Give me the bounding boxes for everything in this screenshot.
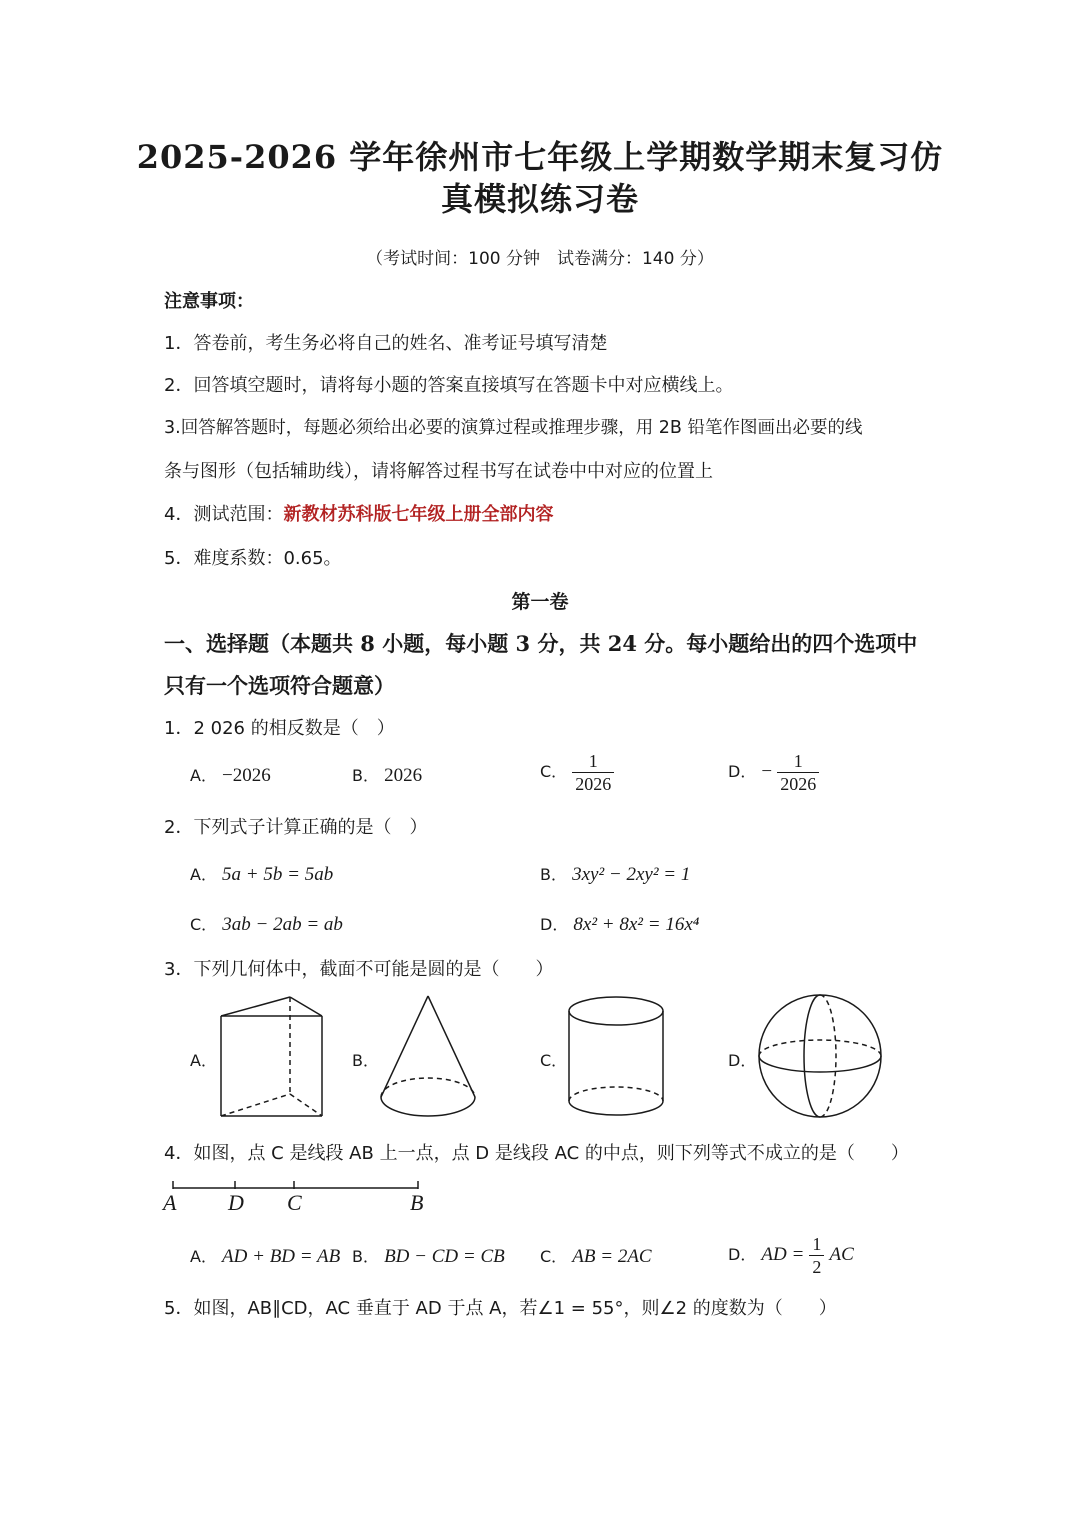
note-item-2: 2．回答填空题时，请将每小题的答案直接填写在答题卡中对应横线上。 (164, 375, 734, 396)
q4-d-fraction: $\frac{1}{2}$ (809, 1233, 824, 1278)
note-item-3a: 3.回答解答题时，每题必须给出必要的演算过程或推理步骤，用 2B 铅笔作图画出必要的线 (164, 418, 863, 438)
note-item-4-prefix: 4．测试范围： (164, 504, 284, 525)
title-line-2: 真模拟练习卷 (440, 180, 639, 218)
q5-stem: 5．如图，AB∥CD，AC 垂直于 AD 于点 A，若∠1 = 55°，则∠2 的度数为（ ） (164, 1298, 837, 1319)
q4-a-value: AD + BD = AB (222, 1246, 341, 1267)
q4-a-label: A． (190, 1247, 217, 1266)
q3-stem: 3．下列几何体中，截面不可能是圆的是（ ） (164, 959, 554, 980)
note-item-3b: 条与图形（包括辅助线），请将解答过程书写在试卷中中对应的位置上 (164, 461, 713, 482)
q4-option-d[interactable] (728, 1233, 854, 1278)
q4-segment-figure (173, 1181, 418, 1189)
q1-b-value: 2026 (384, 765, 423, 786)
q2-stem: 2．下列式子计算正确的是（ ） (164, 817, 428, 838)
q4-d-prefix: AD = (761, 1244, 805, 1265)
q1-d-sign: − (761, 761, 773, 782)
q2-c-value: 3ab − 2ab = ab (222, 914, 343, 935)
q2-d-value: 8x² + 8x² = 16x⁴ (573, 914, 700, 935)
q4-option-c[interactable] (540, 1244, 652, 1268)
q4-point-b: B (410, 1190, 424, 1215)
note-item-1: 1．答卷前，考生务必将自己的姓名、准考证号填写清楚 (164, 333, 608, 354)
q2-d-label: D． (540, 915, 569, 934)
test-scope: 新教材苏科版七年级上册全部内容 (283, 504, 554, 525)
q4-point-a: A (163, 1190, 177, 1215)
q1-a-value: −2026 (222, 765, 271, 786)
q2-c-label: C． (190, 915, 218, 934)
cone-figure (381, 996, 475, 1116)
q4-d-suffix: AC (829, 1244, 854, 1265)
q4-option-a[interactable] (190, 1244, 340, 1268)
q3-c-label[interactable]: C． (540, 1051, 568, 1070)
q3-a-label[interactable]: A． (190, 1051, 217, 1070)
q3-b-label[interactable]: B． (352, 1051, 379, 1070)
q1-d-label: D． (728, 762, 757, 781)
title-line-1: 2025-2026 学年徐州市七年级上学期数学期末复习仿 (136, 138, 944, 176)
q1-c-fraction: $\frac{1}{2026}$ (572, 750, 614, 795)
q2-a-label: A． (190, 865, 217, 884)
note-item-5: 5．难度系数：0.65。 (164, 548, 342, 569)
q1-c-label: C． (540, 762, 568, 781)
q4-d-label: D． (728, 1245, 757, 1264)
prism-figure (221, 997, 322, 1116)
sphere-figure (759, 995, 881, 1117)
exam-info: （考试时间：100 分钟 试卷满分：140 分） (366, 249, 714, 269)
section-heading-2: 只有一个选项符合题意） (164, 673, 395, 698)
q4-c-value: AB = 2AC (572, 1246, 652, 1267)
notes-heading: 注意事项： (164, 291, 254, 312)
q4-point-d: D (228, 1190, 244, 1215)
q1-b-label: B． (352, 766, 379, 785)
q4-option-b[interactable] (352, 1244, 505, 1268)
q2-b-label: B． (540, 865, 567, 884)
part-label: 第一卷 (511, 591, 569, 613)
q1-d-fraction: $\frac{1}{2026}$ (777, 750, 819, 795)
q2-a-value: 5a + 5b = 5ab (222, 864, 334, 885)
section-heading-1: 一、选择题（本题共 8 小题，每小题 3 分，共 24 分。每小题给出的四个选项中 (164, 631, 918, 656)
q4-b-value: BD − CD = CB (384, 1246, 505, 1267)
q4-stem: 4．如图，点 C 是线段 AB 上一点，点 D 是线段 AC 的中点，则下列等式不成立的是（ ） (164, 1143, 909, 1164)
q4-point-c: C (287, 1190, 302, 1215)
q2-b-value: 3xy² − 2xy² = 1 (572, 864, 691, 885)
cylinder-figure (569, 997, 663, 1115)
q3-d-label[interactable]: D． (728, 1051, 757, 1070)
q1-stem: 1．2 026 的相反数是（ ） (164, 718, 395, 739)
q4-c-label: C． (540, 1247, 568, 1266)
q4-b-label: B． (352, 1247, 379, 1266)
q1-a-label: A． (190, 766, 217, 785)
